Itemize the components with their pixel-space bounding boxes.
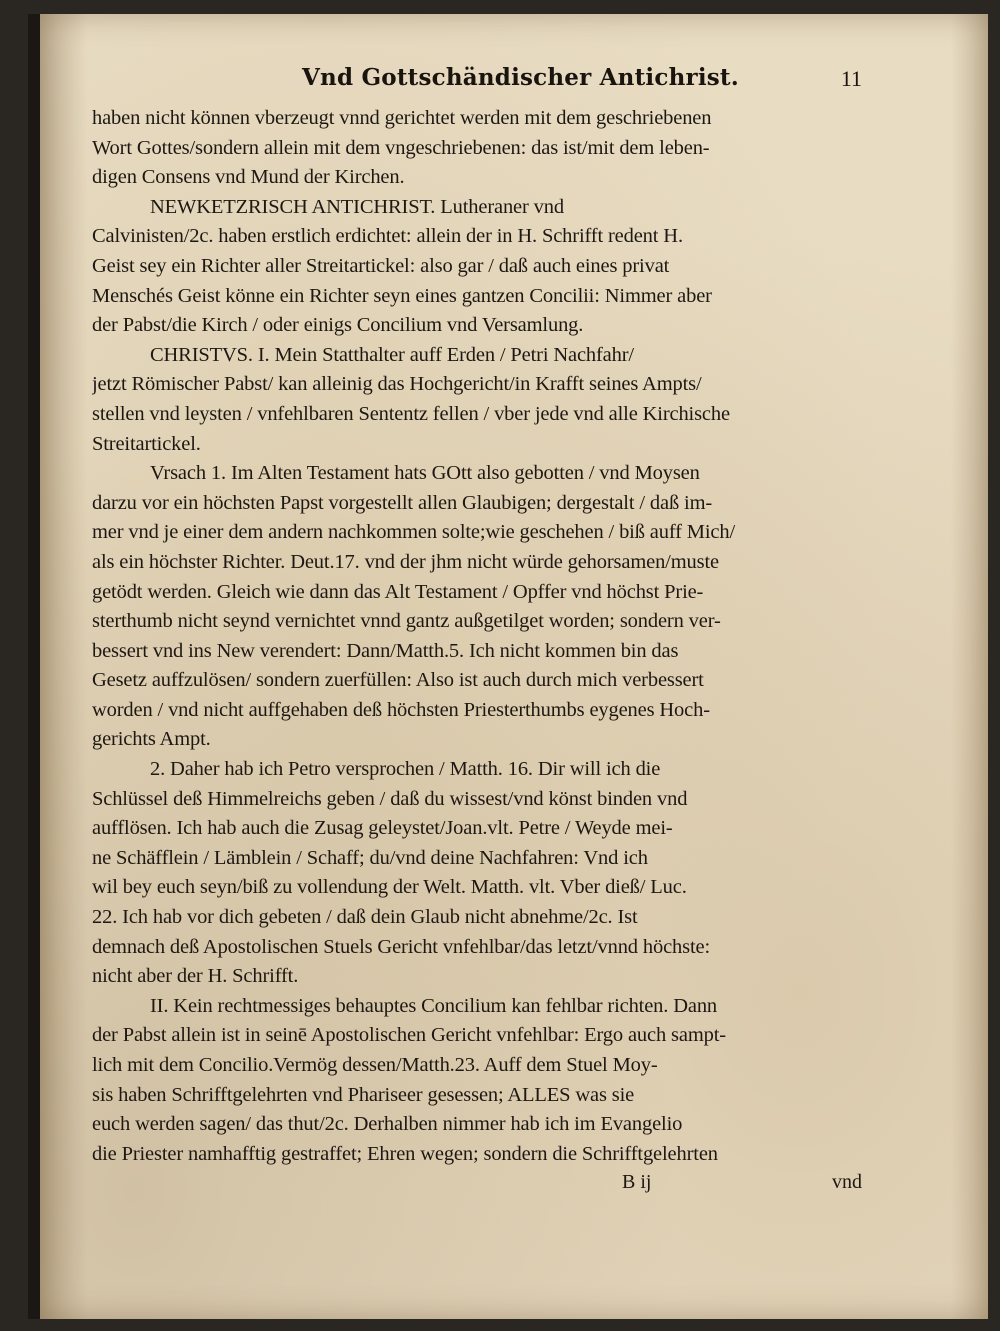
text-line: Schlüssel deß Himmelreichs geben / daß du wissest/vnd könst binden vnd	[92, 787, 688, 810]
page-footer	[92, 1171, 862, 1201]
text-line: sterthumb nicht seynd vernichtet vnnd gantz außgetilget worden; sondern ver-	[92, 610, 721, 633]
text-line: gerichts Ampt.	[92, 728, 211, 751]
text-line: 22. Ich hab vor dich gebeten / daß dein Glaub nicht abnehme/2c. Ist	[92, 906, 638, 929]
text-line: Gesetz auffzulösen/ sondern zuerfüllen: Also ist auch durch mich verbessert	[92, 669, 704, 692]
text-line: CHRISTVS. I. Mein Statthalter auff Erden / Petri Nachfahr/	[150, 343, 634, 366]
body-text	[92, 104, 862, 1169]
text-line: digen Consens vnd Mund der Kirchen.	[92, 166, 405, 189]
text-line: nicht aber der H. Schrifft.	[92, 965, 299, 988]
text-line: jetzt Römischer Pabst/ kan alleinig das Hochgericht/in Krafft seines Ampts/	[92, 373, 702, 396]
text-line: ne Schäfflein / Lämblein / Schaff; du/vnd deine Nachfahren: Vnd ich	[92, 846, 648, 869]
page-edge-left	[28, 14, 40, 1319]
text-line: bessert vnd ins New verendert: Dann/Matth.5. Ich nicht kommen bin das	[92, 639, 679, 662]
text-line: lich mit dem Concilio.Vermög dessen/Matth.23. Auff dem Stuel Moy-	[92, 1054, 658, 1076]
text-line: demnach deß Apostolischen Stuels Gericht vnfehlbar/das letzt/vnnd höchste:	[92, 935, 710, 958]
text-line: Calvinisten/2c. haben erstlich erdichtet: allein der in H. Schrifft redent H.	[92, 225, 683, 248]
text-line: mer vnd je einer dem andern nachkommen solte;wie geschehen / biß auff Mich/	[92, 521, 736, 544]
signature-mark: B ij	[622, 1171, 652, 1194]
text-line: II. Kein rechtmessiges behauptes Concilium kan fehlbar richten. Dann	[150, 994, 718, 1017]
text-line: sis haben Schrifftgelehrten vnd Phariseer gesessen; ALLES was sie	[92, 1083, 635, 1106]
text-line: als ein höchster Richter. Deut.17. vnd der jhm nicht würde gehorsamen/muste	[92, 550, 719, 573]
page-number: 11	[840, 66, 862, 91]
text-line: der Pabst/die Kirch / oder einigs Concilium vnd Versamlung.	[92, 314, 584, 337]
text-line: haben nicht können vberzeugt vnnd gerichtet werden mit dem geschriebenen	[92, 107, 712, 129]
text-line: Streitartickel.	[92, 432, 201, 455]
text-line: Menschés Geist könne ein Richter seyn eines gantzen Concilii: Nimmer aber	[92, 284, 712, 307]
running-head: Vnd Gottschändischer Antichrist.	[302, 64, 739, 91]
text-line: wil bey euch seyn/biß zu vollendung der Welt. Matth. vlt. Vber dieß/ Luc.	[92, 876, 687, 899]
text-line: getödt werden. Gleich wie dann das Alt Testament / Opffer vnd höchst Prie-	[92, 580, 704, 603]
text-line: 2. Daher hab ich Petro versprochen / Matth. 16. Dir will ich die	[150, 758, 661, 781]
text-line: Geist sey ein Richter aller Streitartickel: also gar / daß auch eines privat	[92, 254, 670, 277]
text-line: aufflösen. Ich hab auch die Zusag geleystet/Joan.vlt. Petre / Weyde mei-	[92, 817, 673, 840]
text-line: Vrsach 1. Im Alten Testament hats GOtt also gebotten / vnd Moysen	[150, 462, 700, 485]
page-header	[92, 60, 862, 104]
text-line: stellen vnd leysten / vnfehlbaren Sententz fellen / vber jede vnd alle Kirchische	[92, 402, 730, 425]
text-line: worden / vnd nicht auffgehaben deß höchsten Priesterthumbs eygenes Hoch-	[92, 698, 710, 721]
catchword: vnd	[832, 1171, 862, 1194]
text-line: die Priester namhafftig gestraffet; Ehren wegen; sondern die Schrifftgelehrten	[92, 1142, 718, 1165]
text-line: euch werden sagen/ das thut/2c. Derhalben nimmer hab ich im Evangelio	[92, 1113, 683, 1136]
text-block	[92, 60, 862, 1201]
text-line: der Pabst allein ist in seinē Apostolischen Gericht vnfehlbar: Ergo auch sampt-	[92, 1024, 726, 1047]
text-line: darzu vor ein höchsten Papst vorgestellt allen Glaubigen; dergestalt / daß im-	[92, 491, 713, 514]
text-line: NEWKETZRISCH ANTICHRIST. Lutheraner vnd	[150, 195, 564, 218]
text-line: Wort Gottes/sondern allein mit dem vngeschriebenen: das ist/mit dem leben-	[92, 136, 710, 159]
